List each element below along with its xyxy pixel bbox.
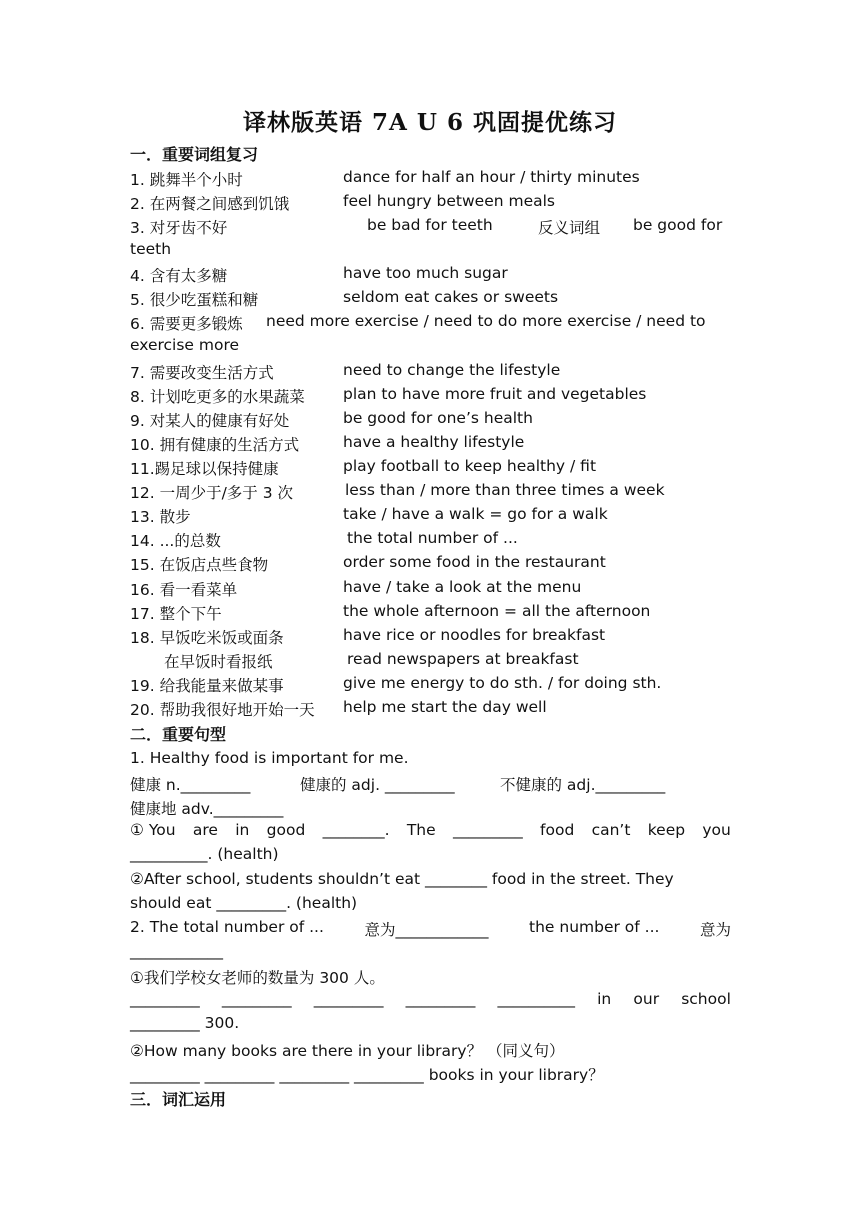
phrase-en: take / have a walk = go for a walk <box>343 505 608 523</box>
phrase-zh: 6. 需要更多锻炼 <box>130 315 243 333</box>
meaning-label: 意为 <box>699 921 731 939</box>
phrase-zh: 16. 看一看菜单 <box>130 581 238 599</box>
phrase-en-continued: exercise more <box>130 336 240 354</box>
phrase-zh: 2. 在两餐之间感到饥饿 <box>130 195 290 213</box>
word-form-blank: 健康地 adv._________ <box>130 800 284 818</box>
word: ① You <box>130 821 176 839</box>
phrase-zh: 19. 给我能量来做某事 <box>130 677 284 695</box>
phrase: the number of ... <box>529 918 660 936</box>
phrase-zh: 7. 需要改变生活方式 <box>130 364 274 382</box>
phrase-zh: 17. 整个下午 <box>130 605 222 623</box>
phrase-zh: 8. 计划吃更多的水果蔬菜 <box>130 388 305 406</box>
page-title: 译林版英语 7A U 6 巩固提优练习 <box>243 109 617 136</box>
phrase-en: have / take a look at the menu <box>343 578 582 596</box>
phrase-zh: 10. 拥有健康的生活方式 <box>130 436 300 454</box>
phrase-en: need to change the lifestyle <box>343 361 561 379</box>
question-title <box>130 918 731 940</box>
phrase-en: less than / more than three times a week <box>345 481 665 499</box>
phrase-en: be good for one’s health <box>343 409 533 427</box>
phrase-en: play football to keep healthy / fit <box>343 457 597 475</box>
exercise-sentence-continued: should eat _________. (health) <box>130 894 358 912</box>
word: in <box>597 990 612 1008</box>
phrase-en: have a healthy lifestyle <box>343 433 525 451</box>
phrase-en: order some food in the restaurant <box>343 553 606 571</box>
answer-blank: ________. <box>322 821 390 839</box>
phrase-zh: 3. 对牙齿不好 <box>130 219 228 237</box>
phrase-en: have rice or noodles for breakfast <box>343 626 606 644</box>
phrase-zh: 13. 散步 <box>130 508 191 526</box>
word: food <box>540 821 575 839</box>
phrase-zh: 5. 很少吃蛋糕和糖 <box>130 291 259 309</box>
answer-blank: _________ <box>405 990 476 1008</box>
phrase-en: the total number of ... <box>347 529 518 547</box>
section-heading-phrases: 一．重要词组复习 <box>130 145 259 164</box>
word: The <box>406 821 436 839</box>
phrase: 2. The total number of ... <box>130 918 324 936</box>
phrase-en: have too much sugar <box>343 264 508 282</box>
word: school <box>681 990 731 1008</box>
phrase-en: give me energy to do sth. / for doing sth. <box>343 674 662 692</box>
phrase-zh: 14. ...的总数 <box>130 532 221 550</box>
phrase-zh: 18. 早饭吃米饭或面条 <box>130 629 284 647</box>
phrase-en-continued: teeth <box>130 240 172 258</box>
phrase-en: seldom eat cakes or sweets <box>343 288 559 306</box>
phrase-en: read newspapers at breakfast <box>347 650 579 668</box>
phrase-note: 反义词组 <box>538 219 601 237</box>
phrase-en: plan to have more fruit and vegetables <box>343 385 647 403</box>
translation-prompt: ①我们学校女老师的数量为 300 人。 <box>130 969 385 987</box>
phrase-zh: 9. 对某人的健康有好处 <box>130 412 290 430</box>
phrase-en: be bad for teeth <box>367 216 493 234</box>
translation-sentence <box>130 990 731 1008</box>
answer-blank: _________ <box>221 990 292 1008</box>
exercise-sentence <box>130 821 731 839</box>
word: our <box>633 990 660 1008</box>
word-form-blank: 健康的 adj. _________ <box>300 776 455 794</box>
word: keep <box>647 821 686 839</box>
word: are <box>192 821 218 839</box>
phrase-en: feel hungry between meals <box>343 192 556 210</box>
section-heading-vocabulary: 三．词汇运用 <box>130 1090 227 1109</box>
phrase-zh: 11.踢足球以保持健康 <box>130 460 279 478</box>
question-title: 1. Healthy food is important for me. <box>130 749 409 767</box>
phrase-zh: 20. 帮助我很好地开始一天 <box>130 701 315 719</box>
section-heading-sentences: 二．重要句型 <box>130 725 227 744</box>
translation-sentence-continued: _________ 300. <box>130 1014 240 1032</box>
word: can’t <box>591 821 631 839</box>
phrase-zh: 12. 一周少于/多于 3 次 <box>130 484 294 502</box>
exercise-sentence-continued: __________. (health) <box>130 845 279 863</box>
phrase-zh: 1. 跳舞半个小时 <box>130 171 243 189</box>
word: in <box>235 821 250 839</box>
answer-blank: __________ <box>497 990 575 1008</box>
rewrite-prompt: ②How many books are there in your library？ （同义句） <box>130 1042 565 1060</box>
meaning-blank: 意为____________ <box>364 921 489 939</box>
word: good <box>266 821 306 839</box>
phrase-en: need more exercise / need to do more exercise / need to <box>266 312 706 330</box>
phrase-zh: 4. 含有太多糖 <box>130 267 228 285</box>
phrase-zh: 在早饭时看报纸 <box>164 653 273 671</box>
answer-blank: _________ <box>130 990 200 1008</box>
phrase-en: the whole afternoon = all the afternoon <box>343 602 651 620</box>
answer-blank: _________ <box>452 821 523 839</box>
rewrite-answer-line: _________ _________ _________ _________ books in your library？ <box>130 1066 604 1084</box>
word-form-blank: 健康 n._________ <box>130 776 251 794</box>
phrase-en-antonym: be good for <box>633 216 723 234</box>
phrase-en: dance for half an hour / thirty minutes <box>343 168 640 186</box>
word-form-blank: 不健康的 adj._________ <box>500 776 666 794</box>
phrase-en: help me start the day well <box>343 698 547 716</box>
phrase-zh: 15. 在饭店点些食物 <box>130 556 269 574</box>
meaning-blank: ____________ <box>130 942 223 960</box>
exercise-sentence: ②After school, students shouldn’t eat ________ food in the street. They <box>130 870 674 888</box>
word: you <box>702 821 731 839</box>
answer-blank: _________ <box>313 990 384 1008</box>
